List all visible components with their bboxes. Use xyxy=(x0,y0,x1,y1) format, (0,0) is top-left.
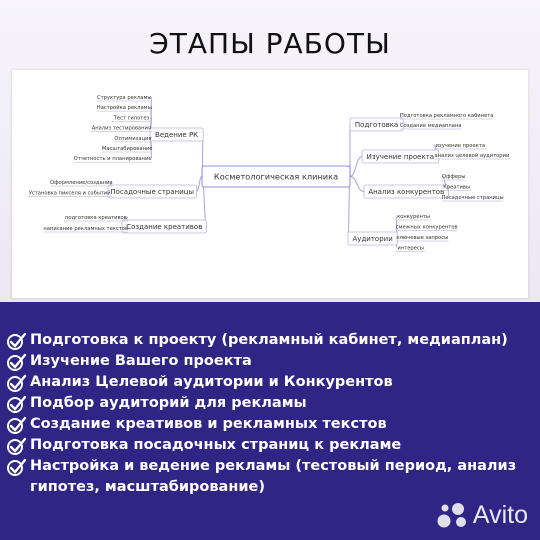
mindmap-leaf: Структура рекламы xyxy=(97,95,152,101)
checklist-text: Подготовка к проекту (рекламный кабинет, медиаплан) xyxy=(30,332,508,348)
mindmap-leaf: написание рекламных текстов xyxy=(43,226,129,232)
checklist-item xyxy=(6,414,536,435)
mindmap-leaf: Подготовка рекламного кабинета xyxy=(399,113,494,119)
checklist xyxy=(6,330,536,498)
avito-logo-text: Avito xyxy=(472,500,528,529)
checklist-item xyxy=(6,456,536,498)
mindmap-branch: Изучение проекта xyxy=(366,153,435,162)
mindmap-connector xyxy=(350,177,364,192)
checklist-item xyxy=(6,372,536,393)
mindmap-branch: Анализ конкурентов xyxy=(368,188,445,197)
mindmap-leaf: подготовка креативов xyxy=(65,215,127,221)
checklist-text: Настройка и ведение рекламы (тестовый период, анализ гипотез, масштабирование) xyxy=(30,458,517,495)
mindmap-branch: Посадочные страницы xyxy=(110,188,195,197)
mindmap-connector xyxy=(196,177,202,192)
mindmap-leaf: Тест гипотез xyxy=(113,115,150,122)
mindmap-connector xyxy=(350,157,362,177)
checklist-item xyxy=(6,351,536,372)
check-circle-icon xyxy=(6,415,28,435)
mindmap-branch: Аудитории xyxy=(352,235,393,244)
mindmap-leaf: интересы xyxy=(397,245,424,252)
mindmap-leaf: Оформление/создание xyxy=(50,180,113,186)
check-circle-icon xyxy=(6,331,28,351)
mindmap-branch: Подготовка xyxy=(354,121,399,130)
checklist-item xyxy=(6,330,536,351)
mindmap-panel xyxy=(12,70,528,298)
avito-dots-icon xyxy=(436,500,470,530)
checklist-text: Создание креативов и рекламных текстов xyxy=(30,416,387,432)
mindmap-branch: Ведение РК xyxy=(155,131,199,140)
checklist-text: Изучение Вашего проекта xyxy=(30,353,252,369)
check-circle-icon xyxy=(6,373,28,393)
checklist-item xyxy=(6,435,536,456)
avito-watermark xyxy=(436,500,528,530)
check-circle-icon xyxy=(6,436,28,456)
check-circle-icon xyxy=(6,394,28,414)
checklist-item xyxy=(6,393,536,414)
mindmap xyxy=(12,70,528,298)
check-circle-icon xyxy=(6,352,28,372)
mindmap-leaf: конкуренты xyxy=(397,214,431,220)
mindmap-center: Косметологическая клиника xyxy=(213,171,339,182)
mindmap-leaf: Креативы xyxy=(443,184,471,191)
page-title: ЭТАПЫ РАБОТЫ xyxy=(149,27,391,60)
checklist-text: Подготовка посадочных страниц к рекламе xyxy=(30,437,402,453)
mindmap-leaf: Настройка рекламы xyxy=(96,105,152,112)
mindmap-leaf: Оптимизация xyxy=(114,135,152,142)
mindmap-leaf: Масштабирование xyxy=(101,146,153,152)
mindmap-leaf: Установка пикселя и событий xyxy=(28,190,111,197)
mindmap-leaf: Анализ тестирования xyxy=(91,125,151,132)
mindmap-leaf: смежных конкурентов xyxy=(395,224,458,231)
check-circle-icon xyxy=(6,457,28,477)
checklist-text: Анализ Целевой аудитории и Конкурентов xyxy=(30,374,393,390)
mindmap-leaf: ключевые запросы xyxy=(396,235,449,241)
mindmap-leaf: изучение проекта xyxy=(435,143,486,149)
mindmap-leaf: Офферы xyxy=(441,174,466,180)
mindmap-leaf: анализ целевой аудитории xyxy=(434,153,510,159)
mindmap-leaf: Посадочные страницы xyxy=(441,195,504,201)
checklist-text: Подбор аудиторий для рекламы xyxy=(30,395,307,411)
mindmap-leaf: Отчетность и планирование xyxy=(73,156,152,163)
mindmap-branch: Создание креативов xyxy=(126,223,203,232)
mindmap-leaf: Создание медиаплана xyxy=(399,123,462,129)
